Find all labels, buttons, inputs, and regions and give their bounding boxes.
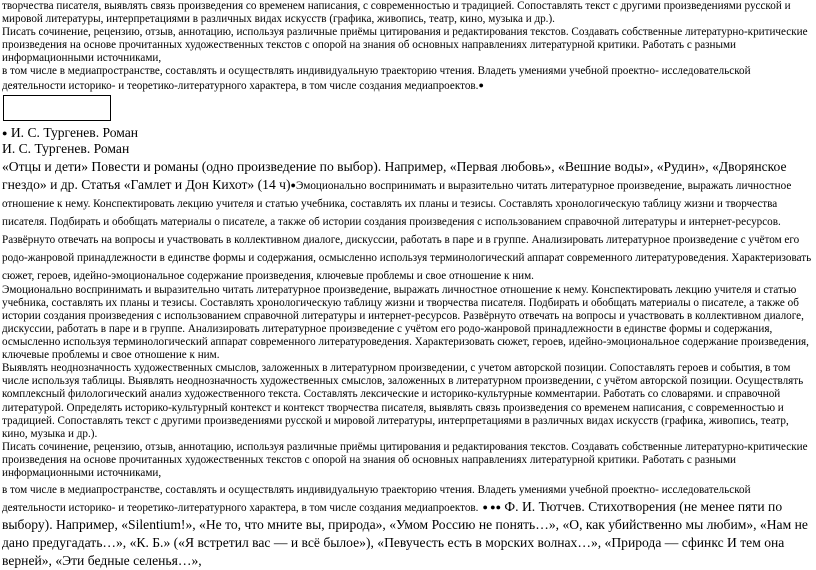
bullet-group-icon: ● ●● — [482, 502, 502, 513]
bullet-icon: ● — [290, 179, 296, 190]
bullet-icon: ● — [478, 79, 484, 90]
paragraph-4: Эмоционально воспринимать и выразительно читать литературное произведение, выражать личностное отношение к нему. Конспектировать лекцию учителя и статью учебника, составлять их планы и тезисы. Составлять хронологическую таблицу жизни и творчества писателя. Подбирать и обобщать материалы о писателе, а также об истории создания произведения с использованием справочной литературы и интернет-ресурсов. Развёрнуто отвечать на вопросы и участвовать в коллективном диалоге, дискуссии, работать в паре и в группе. Анализировать литературное произведение с учётом его родо-жанровой принадлежности в единстве формы и содержания, осмысленно используя терминологический аппарат современного литературоведения. Характеризовать сюжет, героев, идейно-эмоциональное содержание произведения, ключевые проблемы и свое отношение к ним. — [2, 179, 812, 282]
empty-table-cell — [3, 95, 111, 121]
author-heading-text: И. С. Тургенев. Роман — [10, 124, 139, 140]
paragraph-8-text: в том числе в медиапространстве, составлять и осуществлять индивидуальную траекторию чтения. Владеть умениями учебной проектно- исследовательской деятельности историко- и теоретико-литературного характера, в том числе создания медиапроектов. — [2, 484, 751, 515]
paragraph-3 — [2, 65, 814, 92]
paragraph-6: Выявлять неоднозначность художественных смыслов, заложенных в литературном произведении, с учетом авторской позиции. Сопоставлять героев и события, в том числе используя таблицы. Выявлять неоднозначность художественных смыслов, заложенных в литературном произведении, с учётом авторской позиции. Осуществлять комплексный филологический анализ художественного текста. Составлять лексические и историко-культурные комментарии. Работать со словарями. и справочной литературой. Определять историко-культурный контекст и контекст творчества писателя, выявлять связь произведения со временем написания, с современностью и традицией. Сопоставлять текст с другими произведениями русской и мировой литературы, интерпретациями в различных видах искусств (графика, живопись, театр, кино, музыка и др.). — [2, 362, 804, 440]
work-title-text: «Отцы и дети» Повести и романы (одно произведение по выбор). Например, «Первая любовь», «Вешние воды», «Рудин», «Дворянское гнездо» и др. Статья «Гамлет и Дон Кихот» (14 ч) — [2, 158, 787, 192]
bullet-icon: ● — [2, 127, 8, 138]
paragraph-3-text: в том числе в медиапространстве, составлять и осуществлять индивидуальную траекторию чтения. Владеть умениями учебной проектно- исследовательской деятельности историко- и теоретико-литературного характера, в том числе создания медиапроектов. — [2, 65, 751, 92]
paragraph-5: Эмоционально воспринимать и выразительно читать литературное произведение, выражать личностное отношение к нему. Конспектировать лекцию учителя и статью учебника, составлять их планы и тезисы. Составлять хронологическую таблицу жизни и творчества писателя. Подбирать и обобщать материалы о писателе, а также об истории создания произведения с использованием справочной литературы и интернет-ресурсов. Развёрнуто отвечать на вопросы и участвовать в коллективном диалоге, дискуссии, работать в паре и в группе. Анализировать литературное произведение с учётом его родо-жанровой принадлежности в единстве формы и содержания, осмысленно используя терминологический аппарат современного литературоведения. Характеризовать сюжет, героев, идейно-эмоциональное содержание произведения, ключевые проблемы и свое отношение к ним. — [2, 283, 809, 362]
paragraph-2: Писать сочинение, рецензию, отзыв, аннотацию, используя различные приёмы цитирования и редактирования текстов. Создавать собственные литературно-критические произведения на основе прочитанных художественных текстов с опорой на знания об основных направлениях литературной критики. Работать с разными информационными источниками, — [2, 26, 808, 65]
author-heading-2-text: Ф. И. Тютчев. Стихотворения (не менее пяти по выбору). Например, «Silentium!», «Не то, что мните вы, природа», «Умом Россию не понять…», «О, как убийственно мы любим», «Нам не дано предугадать…», «К. Б.» («Я встретил вас — и всё былое»), «Певучесть есть в морских волнах…», «Природа — сфинкс И тем она верней», «Эти бедные селенья…», — [2, 499, 808, 569]
paragraph-7: Писать сочинение, рецензию, отзыв, аннотацию, используя различные приёмы цитирования и редактирования текстов. Создавать собственные литературно-критические произведения на основе прочитанных художественных текстов с опорой на знания об основных направлениях литературной критики. Работать с разными информационными источниками, — [2, 440, 808, 479]
paragraph-1: творчества писателя, выявлять связь произведения со временем написания, с современностью и традицией. Сопоставлять текст с другими произведениями русской и мировой литературы, интерпретациями в различных видах искусств (графика, живопись, театр, кино, музыка и др.). — [2, 0, 791, 26]
author-heading: И. С. Тургенев. Роман — [2, 141, 130, 157]
author-heading-bulleted — [2, 125, 814, 142]
